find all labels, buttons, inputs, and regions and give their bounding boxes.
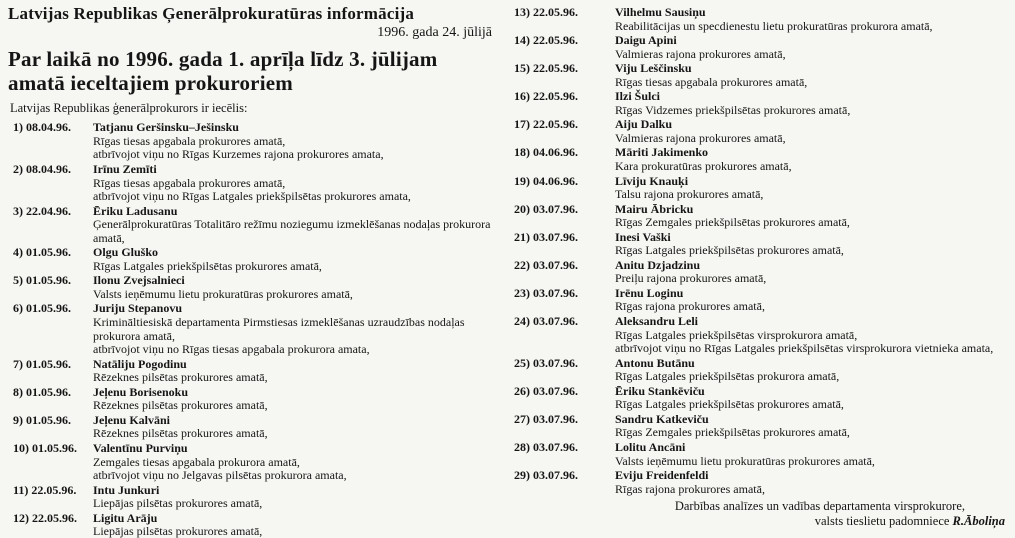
signature-prefix: valsts tieslietu padomniece [814,514,953,529]
entry-head [512,469,1009,483]
entry-number-date: 3) 22.04.96. [13,203,71,218]
appointment-entry [512,385,1009,412]
prosecutor-name: Mairu Ābricku [615,201,694,216]
appointment-entry [8,512,498,538]
document-columns [8,4,1009,538]
entry-head [512,62,1009,76]
entry-number-date: 5) 01.05.96. [13,273,71,288]
appointment-detail: Rēzeknes pilsētas prokurores amatā, [93,398,268,413]
entry-number-date: 17) 22.05.96. [514,117,578,132]
entry-number-date: 27) 03.07.96. [514,411,578,426]
entry-number-date: 26) 03.07.96. [514,383,578,398]
document-title: Latvijas Republikas Ģenerālprokuratūras informācija [8,4,415,23]
prosecutor-name: Intu Junkuri [93,482,160,497]
appointment-entry [8,205,498,246]
prosecutor-name: Natāliju Pogodinu [93,356,187,371]
appointment-detail: Rīgas rajona prokurores amatā, [615,481,765,496]
entry-head [512,385,1009,399]
entry-number-date: 10) 01.05.96. [13,440,77,455]
prosecutor-name: Vilhelmu Sausiņu [615,5,706,19]
appointment-entry [512,203,1009,230]
entry-head [512,6,1009,20]
entry-number-date: 21) 03.07.96. [514,229,578,244]
entry-head [512,441,1009,455]
appointment-detail: Zemgales tiesas apgabala prokurora amatā, [93,454,300,469]
prosecutor-name: Līviju Knauķi [615,173,689,188]
entry-number-date: 28) 03.07.96. [514,439,578,454]
entry-head [512,34,1009,48]
appointment-entry [512,146,1009,173]
prosecutor-name: Irīnu Zemīti [93,162,157,177]
appointment-entry [8,121,498,162]
appointment-detail: atbrīvojot viņu no Rīgas tiesas apgabala prokurora amata, [93,342,370,357]
entry-head [8,386,498,400]
prosecutor-name: Lolitu Ancāni [615,439,686,454]
appointment-detail: atbrīvojot viņu no Rīgas Kurzemes rajona prokurores amata, [93,147,384,162]
signature-block [512,499,1009,529]
entry-head [8,414,498,428]
left-column [8,4,498,538]
prosecutor-name: Aiju Dalku [615,117,673,132]
entry-head [8,484,498,498]
entry-number-date: 11) 22.05.96. [13,482,77,497]
appointment-detail: Rīgas Latgales priekšpilsētas prokurores amatā, [615,243,844,258]
prosecutor-name: Ilzi Šulci [615,89,661,104]
prosecutor-name: Ligitu Arāju [93,510,158,525]
appointment-entry [512,6,1009,33]
appointment-entry [8,274,498,301]
appointment-detail: atbrīvojot viņu no Rīgas Latgales priekšpilsētas prokurores amata, [93,189,411,204]
entry-head [8,163,498,177]
appointment-entry [8,386,498,413]
entry-number-date: 18) 04.06.96. [514,145,578,160]
entry-number-date: 22) 03.07.96. [514,257,578,272]
entry-head [8,274,498,288]
entry-number-date: 4) 01.05.96. [13,245,71,260]
appointment-entry [512,441,1009,468]
appointment-detail: Rīgas Latgales priekšpilsētas virsprokurora amatā, [615,327,858,342]
prosecutor-name: Viju Leščinsku [615,61,692,76]
appointment-detail: atbrīvojot viņu no Jelgavas pilsētas prokurora amata, [93,468,347,483]
entry-number-date: 25) 03.07.96. [514,355,578,370]
article-headline [8,48,498,95]
entry-number-date: 7) 01.05.96. [13,356,71,371]
appointment-detail: Rēzeknes pilsētas prokurores amatā, [93,370,268,385]
prosecutor-name: Valentīnu Purviņu [93,440,188,455]
appointment-entry [512,175,1009,202]
appointment-entry [512,315,1009,356]
appointment-detail: Valmieras rajona prokurores amatā, [615,46,786,61]
prosecutor-name: Ēriku Stankēviču [615,383,705,398]
intro-text: Latvijas Republikas ģenerālprokurors ir iecēlis: [10,101,248,116]
entry-number-date: 16) 22.05.96. [514,89,578,104]
entry-head [512,118,1009,132]
appointment-detail: Rīgas Vidzemes priekšpilsētas prokurores amatā, [615,102,851,117]
entry-head [512,231,1009,245]
entry-head [8,358,498,372]
entry-head [512,90,1009,104]
entry-head [512,175,1009,189]
appointment-entry [8,358,498,385]
appointment-detail: Rīgas tiesas apgabala prokurores amatā, [93,175,286,190]
prosecutor-name: Inesi Vaški [615,229,671,244]
appointments-list-right [512,6,1009,496]
appointment-detail: Krimināltiesiskā departamenta Pirmstiesas izmeklēšanas uzraudzības nodaļas prokurora amatā, [93,315,465,343]
appointment-detail: Rīgas rajona prokurores amatā, [615,299,765,314]
appointment-detail: Reabilitācijas un specdienestu lietu prokuratūras prokurora amatā, [615,18,933,33]
entry-head [8,246,498,260]
prosecutor-name: Ilonu Zvejsalnieci [93,273,185,288]
signature-name: R.Āboliņa [952,514,1005,529]
headline-line-1: Par laikā no 1996. gada 1. aprīļa līdz 3. jūlijam [8,47,438,72]
entry-number-date: 20) 03.07.96. [514,201,578,216]
prosecutor-name: Daigu Apini [615,33,677,48]
appointment-detail: Valmieras rajona prokurores amatā, [615,130,786,145]
appointment-detail: Talsu rajona prokurores amatā, [615,187,764,202]
appointment-entry [512,259,1009,286]
appointment-entry [512,413,1009,440]
appointment-entry [512,231,1009,258]
appointment-entry [512,469,1009,496]
appointment-detail: Rīgas Latgales priekšpilsētas prokurores amatā, [615,397,844,412]
entry-head [8,205,498,219]
entry-number-date: 15) 22.05.96. [514,61,578,76]
appointment-detail: Ģenerālprokuratūras Totalitāro režīmu noziegumu izmeklēšanas nodaļas prokurora amatā, [93,217,491,245]
appointment-detail: Kara prokuratūras prokurores amatā, [615,159,792,174]
appointment-entry [8,484,498,511]
entry-head [512,203,1009,217]
entry-number-date: 6) 01.05.96. [13,301,71,316]
appointment-detail: Rīgas Zemgales priekšpilsētas prokurores amatā, [615,215,850,230]
appointment-entry [512,287,1009,314]
appointment-entry [8,414,498,441]
prosecutor-name: Tatjanu Geršinsku–Ješinsku [93,120,239,135]
signature-name-line [512,514,1009,529]
prosecutor-name: Olgu Gluško [93,245,159,260]
prosecutor-name: Juriju Stepanovu [93,301,183,316]
entry-head [8,442,498,456]
prosecutor-name: Eviju Freidenfeldi [615,468,709,483]
prosecutor-name: Aleksandru Leli [615,314,699,329]
headline-line-2: amatā ieceltajiem prokuroriem [8,70,293,95]
appointments-list-left [8,121,498,538]
entry-number-date: 29) 03.07.96. [514,468,578,483]
entry-number-date: 12) 22.05.96. [13,510,77,525]
entry-number-date: 24) 03.07.96. [514,314,578,329]
appointment-entry [8,163,498,204]
prosecutor-name: Māriti Jakimenko [615,145,708,160]
entry-number-date: 14) 22.05.96. [514,33,578,48]
appointment-detail: Rēzeknes pilsētas prokurores amatā, [93,426,268,441]
appointment-detail: Liepājas pilsētas prokurores amatā, [93,496,263,511]
appointment-detail: Liepājas pilsētas prokurores amatā, [93,524,263,538]
appointment-detail: Rīgas Latgales priekšpilsētas prokurora amatā, [615,369,840,384]
entry-head [512,146,1009,160]
appointment-detail: Preiļu rajona prokurores amatā, [615,271,767,286]
appointment-entry [512,90,1009,117]
appointment-entry [512,118,1009,145]
prosecutor-name: Anitu Dzjadzinu [615,257,701,272]
appointment-entry [512,34,1009,61]
entry-number-date: 8) 01.05.96. [13,384,71,399]
appointment-entry [512,62,1009,89]
entry-number-date: 19) 04.06.96. [514,173,578,188]
prosecutor-name: Ēriku Ladusanu [93,203,178,218]
appointment-entry [8,442,498,483]
entry-head [512,315,1009,329]
entry-number-date: 2) 08.04.96. [13,162,71,177]
prosecutor-name: Irēnu Loginu [615,285,684,300]
appointment-detail: Rīgas Latgales priekšpilsētas prokurores amatā, [93,258,322,273]
right-column [512,4,1009,538]
appointment-detail: Rīgas Zemgales priekšpilsētas prokurores amatā, [615,425,850,440]
prosecutor-name: Jeļenu Borisenoku [93,384,189,399]
appointment-entry [8,246,498,273]
entry-head [8,121,498,135]
entry-number-date: 9) 01.05.96. [13,412,71,427]
appointment-detail: Rīgas tiesas apgabala prokurores amatā, [615,74,808,89]
prosecutor-name: Sandru Katkeviču [615,411,709,426]
signature-title-line: Darbības analīzes un vadības departamenta virsprokurore, [674,499,965,514]
prosecutor-name: Jeļenu Kalvāni [93,412,171,427]
entry-head [8,302,498,316]
appointment-detail: atbrīvojot viņu no Rīgas Latgales priekšpilsētas virsprokurora vietnieka amata, [615,341,994,356]
entry-number-date: 23) 03.07.96. [514,285,578,300]
entry-head [512,413,1009,427]
entry-head [8,512,498,526]
entry-head [512,287,1009,301]
appointment-detail: Valsts ieņēmumu lietu prokuratūras prokurores amatā, [93,286,353,301]
appointment-detail: Valsts ieņēmumu lietu prokuratūras prokurores amatā, [615,453,875,468]
entry-head [512,259,1009,273]
entry-number-date: 1) 08.04.96. [13,120,71,135]
appointment-entry [512,357,1009,384]
prosecutor-name: Antonu Butānu [615,355,695,370]
entry-head [512,357,1009,371]
entry-number-date: 13) 22.05.96. [514,5,578,19]
appointment-entry [8,302,498,356]
appointment-detail: Rīgas tiesas apgabala prokurores amatā, [93,133,286,148]
document-date: 1996. gada 24. jūlijā [377,24,492,40]
